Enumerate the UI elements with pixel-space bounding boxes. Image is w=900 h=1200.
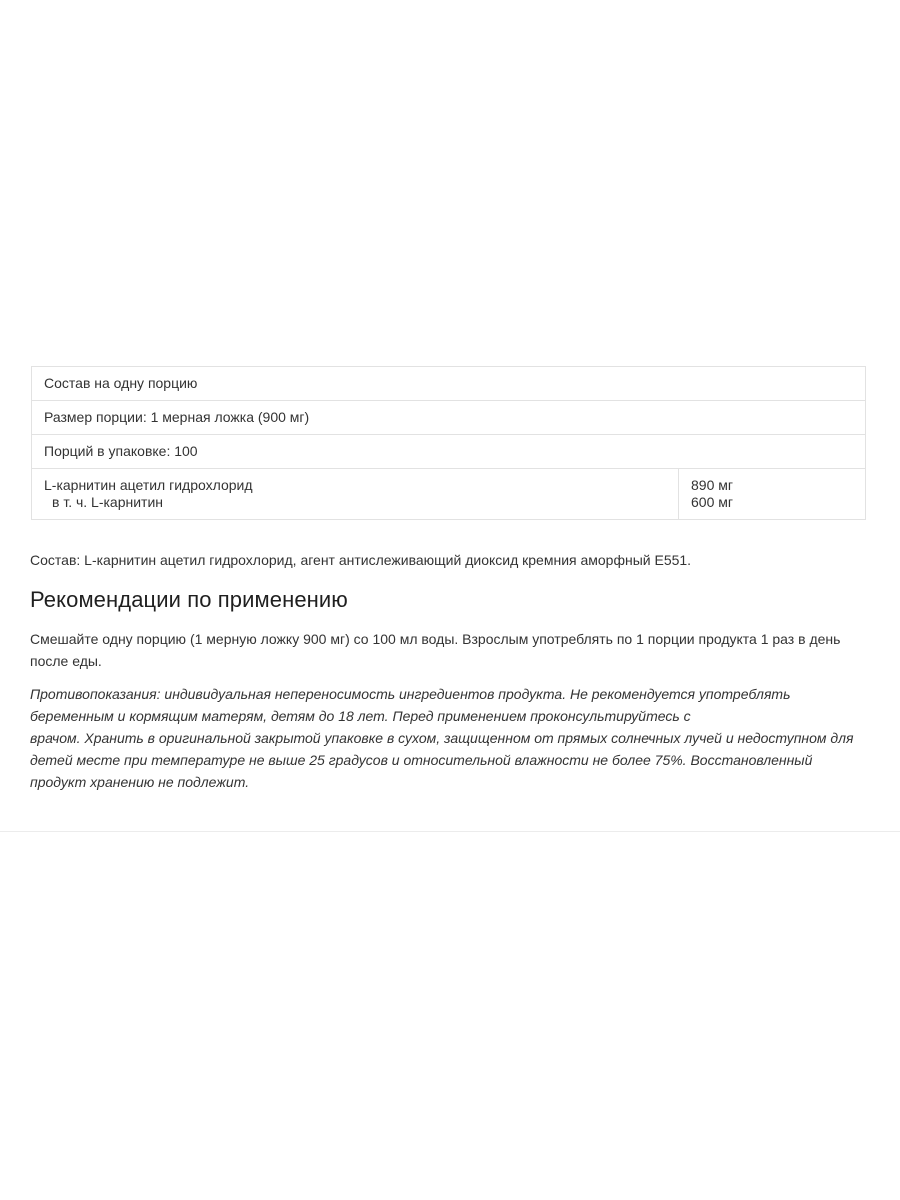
warnings-line-1: Противопоказания: индивидуальная непереносимость ингредиентов продукта. Не рекомендуется употреблять беременным и кормящим матерям, детям до 18 лет. Перед применением проконсультируйтесь с xyxy=(30,686,791,724)
serving-size-cell: Размер порции: 1 мерная ложка (900 мг) xyxy=(32,401,866,435)
table-row xyxy=(32,367,866,401)
ingredient-sub-amount: 600 мг xyxy=(691,494,733,510)
usage-text: Смешайте одну порцию (1 мерную ложку 900 мг) со 100 мл воды. Взрослым употреблять по 1 порции продукта 1 раз в день после еды. xyxy=(30,631,841,669)
nutrition-table xyxy=(31,366,866,520)
warnings-text xyxy=(30,683,870,793)
ingredient-name-cell xyxy=(32,469,679,520)
composition-text: Состав: L-карнитин ацетил гидрохлорид, агент антислеживающий диоксид кремния аморфный Е551. xyxy=(30,552,692,568)
servings-per-container-cell: Порций в упаковке: 100 xyxy=(32,435,866,469)
ingredient-sub-name: в т. ч. L-карнитин xyxy=(52,494,164,510)
table-header-cell: Состав на одну порцию xyxy=(32,367,866,401)
ingredient-name: L-карнитин ацетил гидрохлорид xyxy=(44,477,253,493)
warnings-line-2: врачом. Хранить в оригинальной закрытой упаковке в сухом, защищенном от прямых солнечных лучей и недоступном для детей месте при температуре не выше 25 градусов и относительной влажности не более 75%. Восстановленный продукт хранению не подлежит. xyxy=(30,730,854,790)
table-row xyxy=(32,435,866,469)
ingredient-amount-cell xyxy=(679,469,866,520)
table-row xyxy=(32,401,866,435)
ingredient-amount: 890 мг xyxy=(691,477,733,493)
recommendations-heading: Рекомендации по применению xyxy=(30,587,348,612)
table-row xyxy=(32,469,866,520)
